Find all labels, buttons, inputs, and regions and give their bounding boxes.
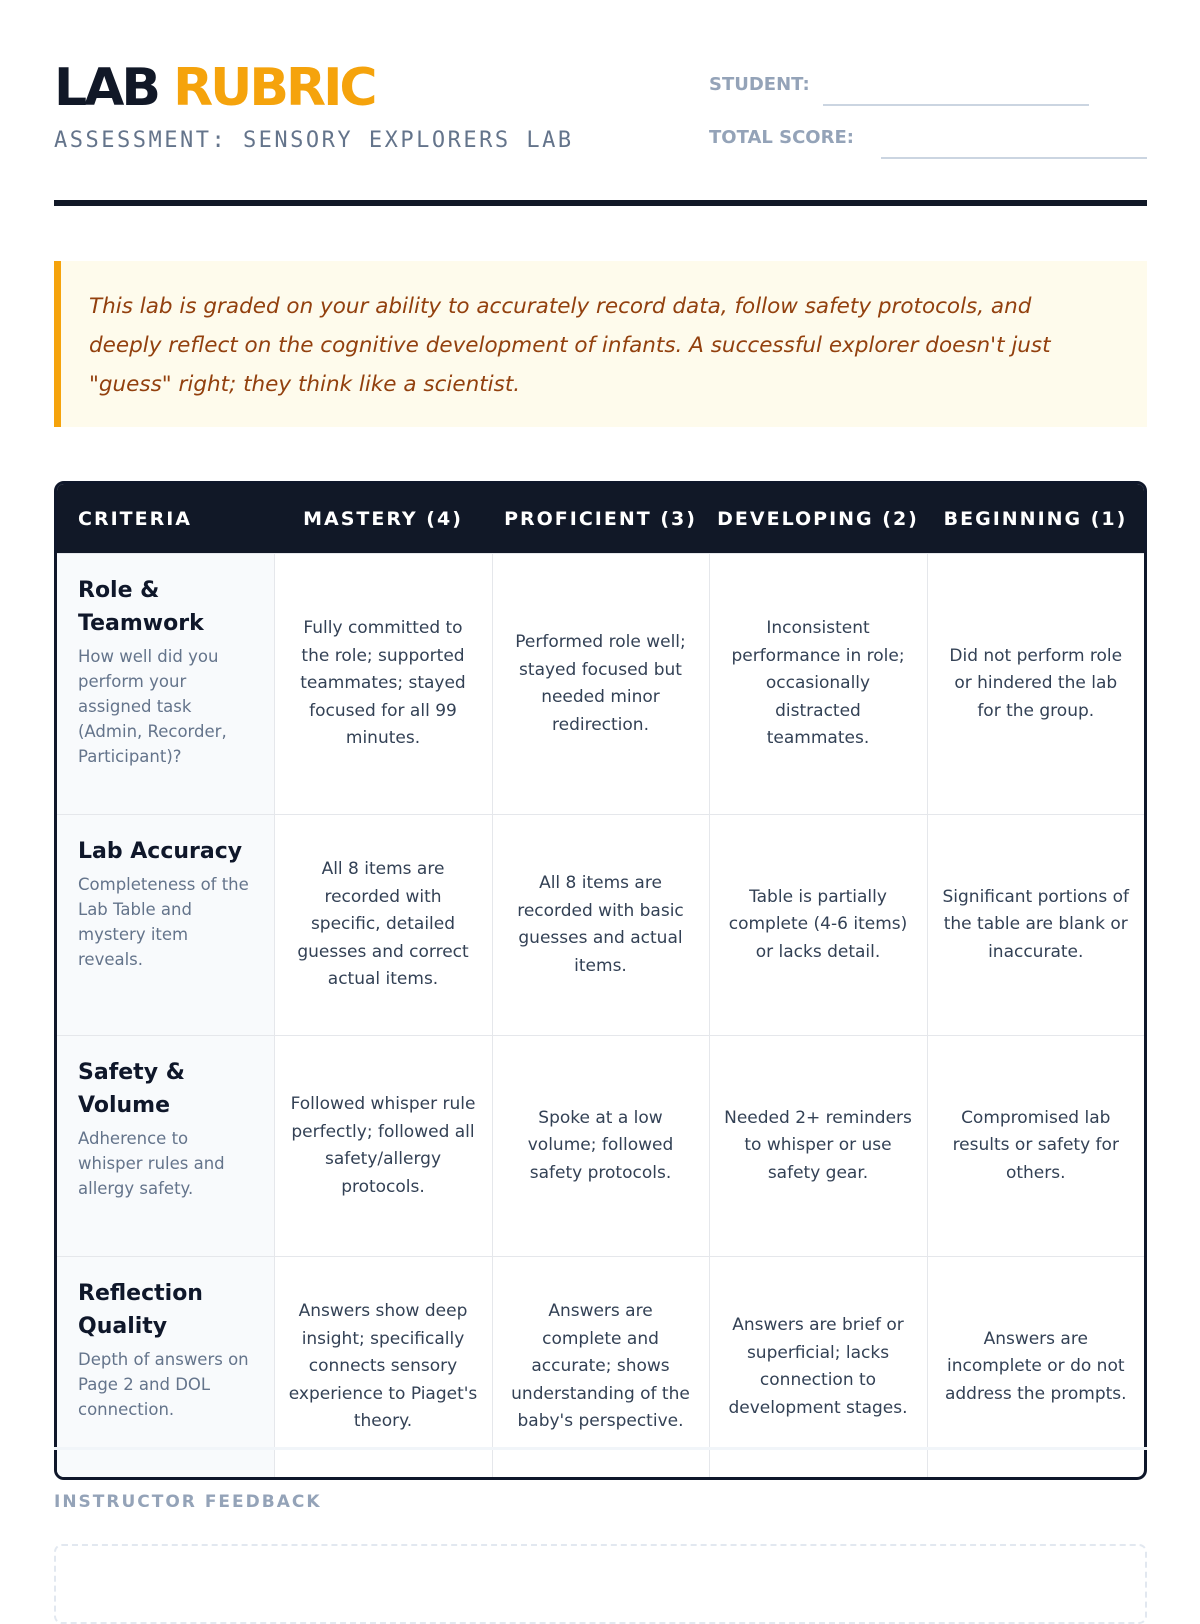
criterion-description: Adherence to whisper rules and allergy safety.: [78, 1129, 225, 1198]
total-score-label: TOTAL SCORE:: [709, 127, 854, 148]
mastery-cell: Fully committed to the role; supported teammates; stayed focused for all 99 minutes.: [274, 554, 492, 815]
criterion-name: Safety & Volume: [78, 1060, 185, 1118]
developing-cell: Table is partially complete (4-6 items) or lacks detail.: [709, 815, 927, 1036]
beginning-cell: Did not perform role or hindered the lab for the group.: [927, 554, 1144, 815]
instructor-feedback-label: INSTRUCTOR FEEDBACK: [54, 1492, 322, 1512]
developing-cell: Inconsistent performance in role; occasionally distracted teammates.: [709, 554, 927, 815]
proficient-cell: Answers are complete and accurate; shows understanding of the baby's perspective.: [492, 1257, 709, 1478]
column-header-beginning: BEGINNING (1): [927, 484, 1144, 554]
column-header-proficient: PROFICIENT (3): [492, 484, 709, 554]
column-header-criteria: CRITERIA: [57, 484, 274, 554]
criterion-name: Reflection Quality: [78, 1281, 203, 1339]
rubric-page: [54, 0, 1147, 1512]
column-header-developing: DEVELOPING (2): [709, 484, 927, 554]
student-label: STUDENT:: [709, 74, 810, 95]
developing-cell: Answers are brief or superficial; lacks connection to development stages.: [709, 1257, 927, 1478]
beginning-cell: Significant portions of the table are blank or inaccurate.: [927, 815, 1144, 1036]
column-header-mastery: MASTERY (4): [274, 484, 492, 554]
beginning-cell: Compromised lab results or safety for others.: [927, 1036, 1144, 1257]
criterion-cell: [57, 554, 274, 815]
proficient-cell: All 8 items are recorded with basic guesses and actual items.: [492, 815, 709, 1036]
intro-text: This lab is graded on your ability to accurately record data, follow safety protocols, and deeply reflect on the cognitive development of infants. A successful explorer doesn't just "guess" right; they think like a scientist.: [89, 294, 1051, 397]
rubric-header-row: [57, 484, 1144, 554]
criterion-description: Completeness of the Lab Table and mystery item reveals.: [78, 875, 249, 969]
criterion-cell: [57, 815, 274, 1036]
assessment-subtitle: ASSESSMENT: SENSORY EXPLORERS LAB: [54, 128, 574, 153]
header-divider: [54, 200, 1147, 206]
intro-callout: [54, 261, 1147, 427]
developing-cell: Needed 2+ reminders to whisper or use safety gear.: [709, 1036, 927, 1257]
proficient-cell: Spoke at a low volume; followed safety protocols.: [492, 1036, 709, 1257]
table-row: [57, 554, 1144, 815]
criterion-description: Depth of answers on Page 2 and DOL connection.: [78, 1350, 249, 1419]
proficient-cell: Performed role well; stayed focused but needed minor redirection.: [492, 554, 709, 815]
beginning-cell: Answers are incomplete or do not address the prompts.: [927, 1257, 1144, 1478]
criterion-name: Lab Accuracy: [78, 839, 243, 864]
page-header: [54, 0, 1147, 206]
title-part-rubric: RUBRIC: [173, 58, 375, 118]
criterion-description: How well did you perform your assigned task (Admin, Recorder, Participant)?: [78, 647, 227, 766]
table-row: [57, 1257, 1144, 1478]
title-part-lab: LAB: [54, 58, 159, 118]
criterion-name: Role & Teamwork: [78, 578, 204, 636]
student-field[interactable]: [823, 104, 1089, 106]
rubric-table: [54, 481, 1147, 1480]
total-score-field[interactable]: [881, 157, 1147, 159]
table-row: [57, 1036, 1144, 1257]
mastery-cell: All 8 items are recorded with specific, detailed guesses and correct actual items.: [274, 815, 492, 1036]
table-row: [57, 815, 1144, 1036]
criterion-cell: [57, 1036, 274, 1257]
page-title: [54, 56, 375, 120]
instructor-feedback-box[interactable]: [54, 1544, 1147, 1624]
mastery-cell: Followed whisper rule perfectly; followed all safety/allergy protocols.: [274, 1036, 492, 1257]
feedback-divider: [54, 1447, 1147, 1450]
mastery-cell: Answers show deep insight; specifically connects sensory experience to Piaget's theory.: [274, 1257, 492, 1478]
criterion-cell: [57, 1257, 274, 1478]
